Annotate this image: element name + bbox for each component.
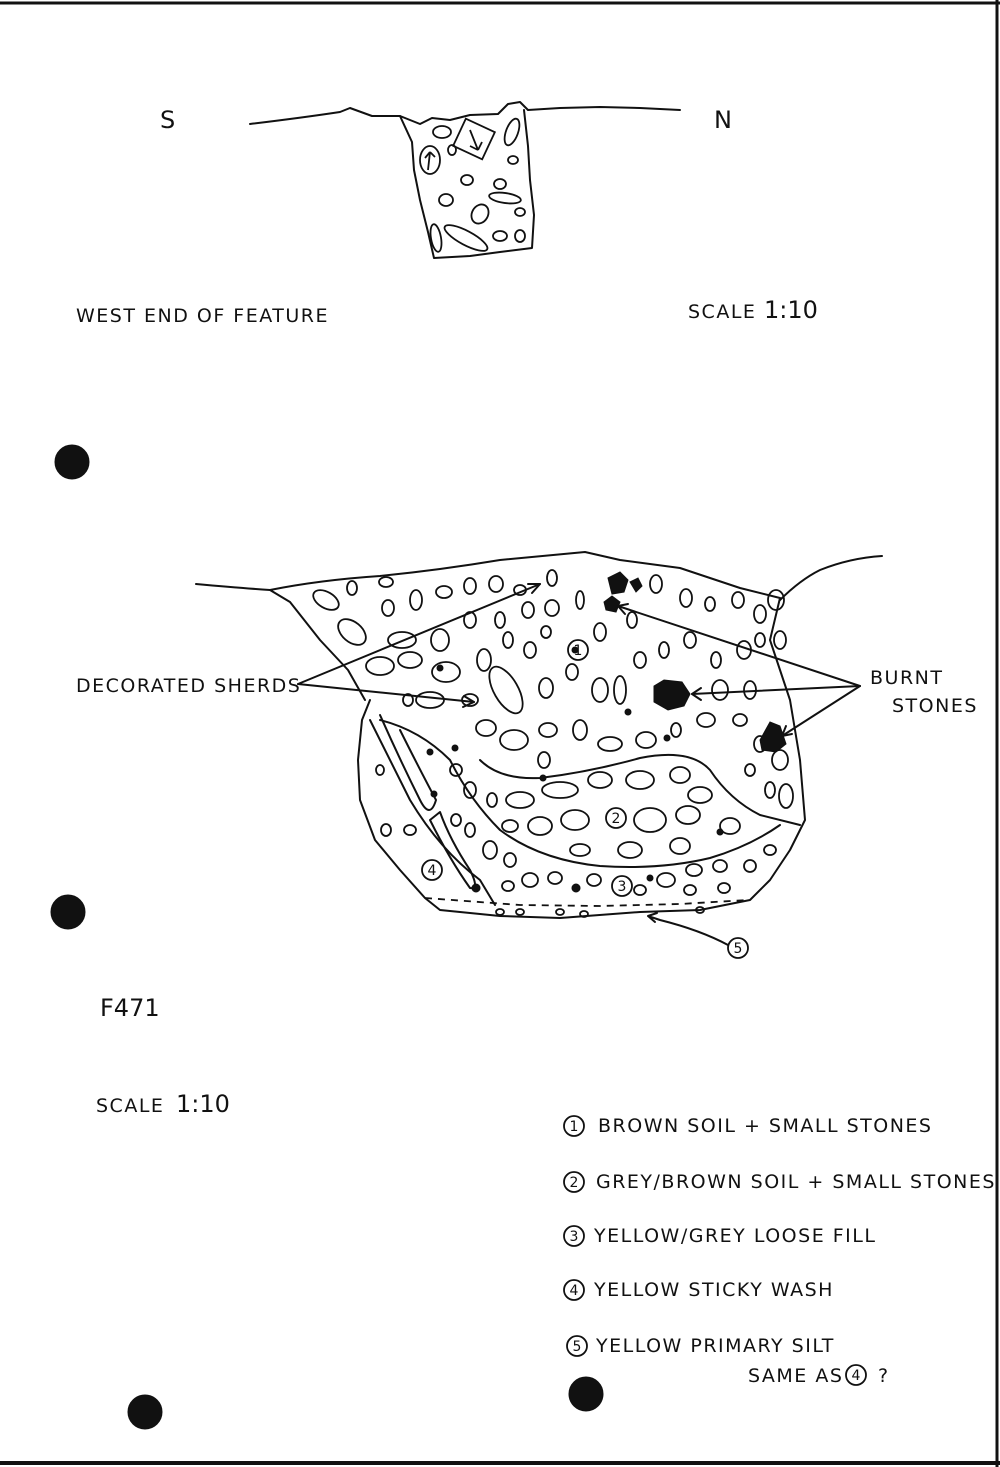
- svg-text:1: 1: [569, 1119, 579, 1135]
- main-ground-line-right: [780, 556, 882, 600]
- direction-north: N: [714, 106, 732, 134]
- binder-hole: [569, 1377, 603, 1411]
- svg-text:1: 1: [573, 643, 583, 659]
- layer-marker-2: [606, 808, 626, 828]
- pit-cut-outline: [400, 110, 534, 258]
- west-end-caption: WEST END OF FEATURE: [76, 305, 329, 327]
- binder-hole: [128, 1395, 162, 1429]
- svg-text:?: ?: [878, 1365, 890, 1387]
- burnt-stone: [760, 722, 786, 752]
- svg-text:SAME AS: SAME AS: [748, 1365, 844, 1387]
- layer-marker-1: [568, 640, 588, 660]
- legend-item-3: [564, 1225, 876, 1247]
- west-end-section: [76, 102, 818, 327]
- svg-text:GREY/BROWN SOIL + SMALL STONES: GREY/BROWN SOIL + SMALL STONES: [596, 1171, 996, 1193]
- burnt-stones-label-line1: BURNT: [870, 667, 944, 689]
- svg-text:4: 4: [427, 863, 437, 879]
- svg-text:5: 5: [572, 1339, 582, 1355]
- svg-text:4: 4: [569, 1283, 579, 1299]
- layer-5-leader: [648, 913, 728, 945]
- svg-text:3: 3: [569, 1229, 579, 1245]
- layer-2-3-boundary: [380, 720, 780, 867]
- binder-hole: [55, 445, 89, 479]
- layer-1-stones: [310, 570, 793, 808]
- feature-cut-outline: [270, 552, 805, 918]
- svg-text:YELLOW STICKY WASH: YELLOW STICKY WASH: [594, 1279, 834, 1301]
- burnt-leader-lines: [618, 604, 860, 736]
- direction-south: S: [160, 106, 176, 134]
- f471-section: [76, 552, 978, 958]
- scale-label: SCALE: [96, 1095, 165, 1117]
- svg-text:YELLOW PRIMARY SILT: YELLOW PRIMARY SILT: [596, 1335, 835, 1357]
- layer-marker-5: [728, 938, 748, 958]
- legend-item-2: [564, 1171, 996, 1193]
- binder-hole: [51, 895, 85, 929]
- layer-marker-4: [422, 860, 442, 880]
- svg-text:5: 5: [733, 941, 743, 957]
- burnt-stones-label-line2: STONES: [892, 695, 978, 717]
- burnt-stone: [654, 680, 690, 710]
- layer-5-boundary: [425, 898, 748, 906]
- legend-item-4: [564, 1279, 834, 1301]
- svg-text:2: 2: [611, 811, 621, 827]
- scale-value: 1:10: [176, 1090, 230, 1118]
- svg-text:3: 3: [617, 879, 627, 895]
- legend: [564, 1115, 996, 1387]
- decorated-sherds-label: DECORATED SHERDS: [76, 675, 302, 697]
- legend-item-1: [564, 1115, 933, 1137]
- burnt-stone: [630, 578, 642, 592]
- top-scale-label: SCALE: [688, 301, 757, 323]
- pit-stones: [420, 117, 525, 256]
- top-scale-value: 1:10: [764, 296, 818, 324]
- legend-note: [748, 1365, 890, 1387]
- feature-id: F471: [100, 994, 160, 1022]
- layer-2-stones: [450, 764, 740, 858]
- lower-layer-stones: [376, 765, 776, 917]
- svg-text:2: 2: [569, 1175, 579, 1191]
- layer-marker-3: [612, 876, 632, 896]
- burnt-stone: [604, 596, 620, 612]
- svg-text:4: 4: [851, 1368, 861, 1384]
- burnt-stone: [608, 572, 628, 594]
- svg-text:BROWN SOIL + SMALL STONES: BROWN SOIL + SMALL STONES: [598, 1115, 933, 1137]
- legend-item-5: [567, 1335, 835, 1357]
- svg-text:YELLOW/GREY LOOSE FILL: YELLOW/GREY LOOSE FILL: [594, 1225, 877, 1247]
